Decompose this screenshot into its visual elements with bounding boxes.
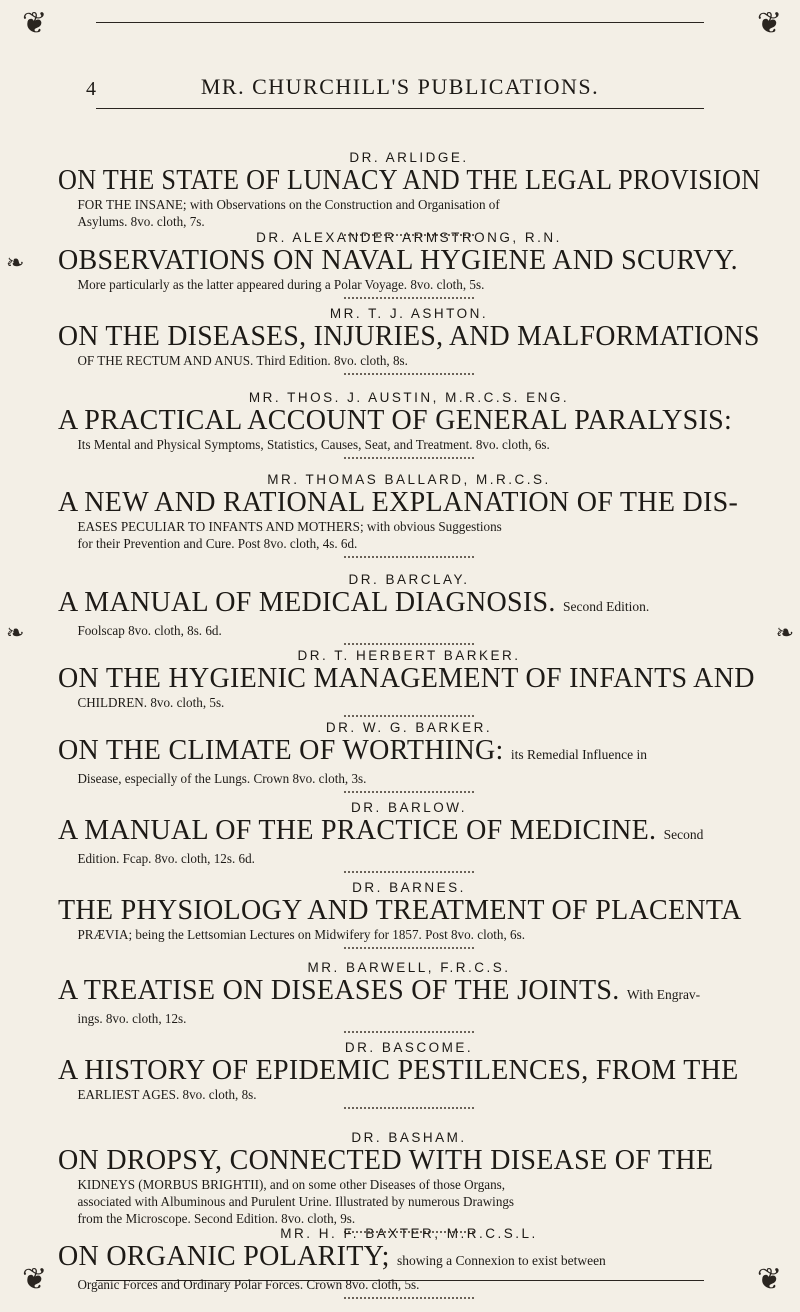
catalogue-entry (58, 960, 760, 1033)
entry-author: MR. THOS. J. AUSTIN, M.R.C.S. ENG. (248, 390, 570, 405)
side-ornament-icon: ❧ (6, 620, 25, 645)
entry-description-line: from the Microscope. Second Edition. 8vo. cloth, 9s. (77, 1211, 356, 1226)
entry-description-line: FOR THE INSANE; with Observations on the Construction and Organisation of (77, 197, 500, 212)
header-rule (96, 108, 704, 109)
catalogue-entry (58, 306, 760, 375)
entry-title-text: A HISTORY OF EPIDEMIC PESTILENCES, FROM THE (58, 1055, 739, 1086)
page-number: 4 (86, 78, 96, 100)
entry-description-line: for their Prevention and Cure. Post 8vo. cloth, 4s. 6d. (77, 536, 358, 551)
catalogue-entry (58, 572, 760, 645)
entry-title (58, 664, 760, 694)
divider-flourish (344, 1295, 474, 1299)
border-rule-top (96, 22, 704, 23)
entry-title (58, 976, 760, 1010)
catalogue-entry (58, 1226, 760, 1299)
entry-title-continuation: Second (663, 827, 704, 842)
entry-title-text: ON DROPSY, CONNECTED WITH DISEASE OF THE (58, 1145, 714, 1176)
running-title: MR. CHURCHILL'S PUBLICATIONS. (200, 74, 600, 99)
entry-title-continuation: showing a Connexion to exist between (396, 1253, 606, 1268)
divider-flourish (344, 295, 474, 299)
entry-title-text: A PRACTICAL ACCOUNT OF GENERAL PARALYSIS: (58, 405, 733, 436)
entry-author: DR. BARNES. (352, 880, 466, 895)
entry-title-text: THE PHYSIOLOGY AND TREATMENT OF PLACENTA (58, 895, 742, 926)
divider-flourish (344, 713, 474, 717)
entry-title-text: A NEW AND RATIONAL EXPLANATION OF THE DIS- (58, 487, 739, 518)
side-ornament-icon: ❧ (775, 620, 794, 645)
divider-flourish (344, 455, 474, 459)
entry-title (58, 488, 760, 518)
entry-title-text: ON THE STATE OF LUNACY AND THE LEGAL PROVISION (58, 165, 761, 196)
entry-author: MR. T. J. ASHTON. (329, 306, 489, 321)
entry-description-line: Edition. Fcap. 8vo. cloth, 12s. 6d. (77, 851, 255, 866)
entry-title-text: A MANUAL OF MEDICAL DIAGNOSIS. (58, 587, 556, 618)
entry-description-line: PRÆVIA; being the Lettsomian Lectures on Midwifery for 1857. Post 8vo. cloth, 6s. (77, 927, 526, 942)
entry-author: DR. BASCOME. (344, 1040, 474, 1055)
entry-title (58, 246, 760, 276)
corner-ornament-icon: ❦ (756, 1262, 782, 1297)
divider-flourish (344, 869, 474, 873)
catalogue-entry (58, 720, 760, 793)
divider-flourish (344, 371, 474, 375)
divider-flourish (344, 554, 474, 558)
entry-title-continuation: With Engrav- (626, 987, 701, 1002)
catalogue-entry (58, 230, 760, 299)
entry-description-line: Asylums. 8vo. cloth, 7s. (77, 214, 205, 229)
catalogue-entry (58, 1130, 760, 1233)
entry-author: MR. H. F. BAXTER, M.R.C.S.L. (280, 1226, 538, 1241)
entry-title (58, 165, 761, 196)
entry-description-line: More particularly as the latter appeared during a Polar Voyage. 8vo. cloth, 5s. (77, 277, 485, 292)
entry-description-line: Its Mental and Physical Symptoms, Statistics, Causes, Seat, and Treatment. 8vo. cloth, 6s. (77, 437, 550, 452)
entry-title (58, 1242, 760, 1276)
catalogue-entry (58, 150, 760, 236)
entry-description-line: KIDNEYS (MORBUS BRIGHTII), and on some other Diseases of those Organs, (77, 1177, 506, 1192)
entry-author: DR. W. G. BARKER. (325, 720, 493, 735)
entry-title (58, 588, 760, 622)
entry-title (58, 1146, 760, 1176)
entry-title (58, 1056, 760, 1086)
entry-description-line: EARLIEST AGES. 8vo. cloth, 8s. (77, 1087, 257, 1102)
entry-title-text: A TREATISE ON DISEASES OF THE JOINTS. (58, 975, 620, 1006)
entry-description-line: Foolscap 8vo. cloth, 8s. 6d. (77, 623, 222, 638)
divider-flourish (344, 789, 474, 793)
entry-author: DR. BASHAM. (351, 1130, 467, 1145)
entry-author: DR. BARCLAY. (348, 572, 470, 587)
entry-title-continuation: its Remedial Influence in (510, 747, 647, 762)
entry-description-line: EASES PECULIAR TO INFANTS AND MOTHERS; with obvious Suggestions (77, 519, 502, 534)
catalogue-entry (58, 390, 760, 459)
entry-title (58, 736, 760, 770)
entry-author: DR. ALEXANDER ARMSTRONG, R.N. (256, 230, 562, 245)
entry-title-text: OBSERVATIONS ON NAVAL HYGIENE AND SCURVY. (58, 245, 738, 276)
corner-ornament-icon: ❦ (22, 6, 48, 41)
entry-title (58, 816, 760, 850)
entry-title-continuation: Second Edition. (563, 599, 650, 614)
entry-description-line: OF THE RECTUM AND ANUS. Third Edition. 8vo. cloth, 8s. (77, 353, 408, 368)
entry-title-text: ON THE HYGIENIC MANAGEMENT OF INFANTS AND (58, 663, 755, 694)
entry-description-line: CHILDREN. 8vo. cloth, 5s. (77, 695, 225, 710)
divider-flourish (344, 641, 474, 645)
entry-description-line: ings. 8vo. cloth, 12s. (77, 1011, 187, 1026)
catalogue-entry (58, 648, 760, 717)
corner-ornament-icon: ❦ (756, 6, 782, 41)
entry-title (58, 321, 760, 352)
catalogue-entry (58, 800, 760, 873)
entry-author: DR. ARLIDGE. (349, 150, 469, 165)
divider-flourish (344, 1105, 474, 1109)
entry-title (58, 406, 760, 436)
entry-description-line: Organic Forces and Ordinary Polar Forces. Crown 8vo. cloth, 5s. (77, 1277, 420, 1292)
divider-flourish (344, 945, 474, 949)
entry-title (58, 896, 760, 926)
entry-title-text: ON THE DISEASES, INJURIES, AND MALFORMATIONS (58, 321, 760, 352)
side-ornament-icon: ❧ (6, 250, 25, 275)
entry-description-line: Disease, especially of the Lungs. Crown 8vo. cloth, 3s. (77, 771, 367, 786)
entry-author: MR. THOMAS BALLARD, M.R.C.S. (267, 472, 551, 487)
entry-title-text: A MANUAL OF THE PRACTICE OF MEDICINE. (58, 815, 657, 846)
entry-author: MR. BARWELL, F.R.C.S. (307, 960, 511, 975)
catalogue-entry (58, 1040, 760, 1109)
catalogue-entry (58, 472, 760, 558)
divider-flourish (344, 1029, 474, 1033)
entry-author: DR. T. HERBERT BARKER. (297, 648, 521, 663)
catalogue-entry (58, 880, 760, 949)
entry-description-line: associated with Albuminous and Purulent Urine. Illustrated by numerous Drawings (77, 1194, 515, 1209)
entry-title-text: ON THE CLIMATE OF WORTHING: (58, 735, 504, 766)
corner-ornament-icon: ❦ (22, 1262, 48, 1297)
entry-title-text: ON ORGANIC POLARITY; (58, 1241, 390, 1272)
entry-author: DR. BARLOW. (350, 800, 467, 815)
